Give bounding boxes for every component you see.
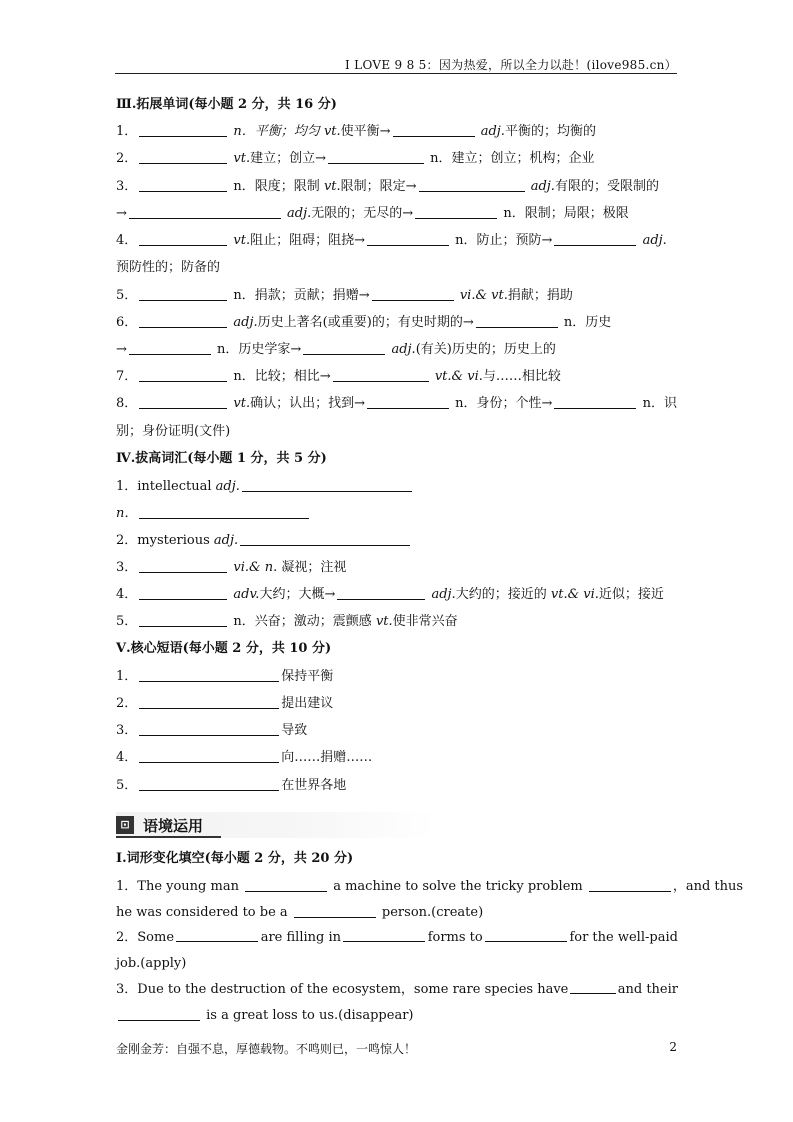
phrase-item: 1． 保持平衡 xyxy=(116,669,334,684)
answer-blank[interactable] xyxy=(245,879,327,892)
answer-blank[interactable] xyxy=(337,587,425,600)
answer-blank[interactable] xyxy=(139,723,279,736)
answer-blank[interactable] xyxy=(139,151,227,164)
answer-blank[interactable] xyxy=(485,929,567,942)
section-banner xyxy=(116,812,436,838)
exercise-item-1-cont: he was considered to be a person.(create) xyxy=(116,905,484,920)
item-3-2: 2． vt.建立；创立→ n．建立；创立；机构；企业 xyxy=(116,151,595,166)
item-4-5: 5． n．兴奋；激动；震颤感 vt.使非常兴奋 xyxy=(116,614,458,629)
answer-blank[interactable] xyxy=(139,233,227,246)
item-3-6: 6． adj.历史上著名(或重要)的；有史时期的→ n．历史 xyxy=(116,315,612,330)
item-4-4: 4． adv.大约；大概→ adj.大约的；接近的 vt.& vi.近似；接近 xyxy=(116,587,664,602)
item-3-4-cont: 预防性的；防备的 xyxy=(116,260,221,275)
item-4-2: 2．mysterious adj. xyxy=(116,532,412,550)
section-3-title: Ⅲ.拓展单词(每小题 2 分，共 16 分) xyxy=(116,97,337,112)
answer-blank[interactable] xyxy=(139,179,227,192)
answer-blank[interactable] xyxy=(554,396,636,409)
answer-blank[interactable] xyxy=(139,369,227,382)
answer-blank[interactable] xyxy=(176,929,258,942)
answer-blank[interactable] xyxy=(554,233,636,246)
answer-blank[interactable] xyxy=(118,1008,200,1021)
item-4-3: 3． vi.& n. 凝视；注视 xyxy=(116,560,347,575)
answer-blank[interactable] xyxy=(415,206,497,219)
answer-blank[interactable] xyxy=(419,179,525,192)
answer-blank[interactable] xyxy=(139,750,279,763)
answer-blank[interactable] xyxy=(139,778,279,791)
item-3-4: 4． vt.阻止；阻碍；阻挠→ n．防止；预防→ adj. xyxy=(116,233,667,248)
exercise-item-2-cont: job.(apply) xyxy=(116,956,187,971)
page-header: I LOVE 9 8 5：因为热爱，所以全力以赴！(ilove985.cn） xyxy=(345,58,677,72)
answer-blank[interactable] xyxy=(393,124,475,137)
answer-blank[interactable] xyxy=(139,560,227,573)
footer-motto: 金刚金芳：自强不息，厚德载物。不鸣则已，一鸣惊人！ xyxy=(116,1042,417,1056)
answer-blank[interactable] xyxy=(129,342,211,355)
answer-blank[interactable] xyxy=(303,342,385,355)
exercise-item-3-cont: is a great loss to us.(disappear) xyxy=(116,1007,413,1025)
item-3-5: 5． n．捐款；贡献；捐赠→ vi.& vt.捐献；捐助 xyxy=(116,288,573,303)
exercise-item-1: 1．The young man a machine to solve the tricky problem ，and thus xyxy=(116,879,744,894)
item-3-6-cont: → n．历史学家→ adj.(有关)历史的；历史上的 xyxy=(116,342,556,357)
page-number: 2 xyxy=(669,1040,677,1054)
answer-blank[interactable] xyxy=(139,124,227,137)
phrase-item: 5． 在世界各地 xyxy=(116,778,347,793)
phrase-item: 3． 导致 xyxy=(116,723,308,738)
answer-blank[interactable] xyxy=(242,479,412,492)
section-5-title: Ⅴ.核心短语(每小题 2 分，共 10 分) xyxy=(116,641,332,656)
answer-blank[interactable] xyxy=(129,206,281,219)
answer-blank[interactable] xyxy=(139,288,227,301)
phrase-item: 4． 向……捐赠…… xyxy=(116,750,373,765)
answer-blank[interactable] xyxy=(367,233,449,246)
answer-blank[interactable] xyxy=(570,981,615,994)
answer-blank[interactable] xyxy=(139,506,309,519)
exercise-item-3: 3．Due to the destruction of the ecosystem，some rare species have and their xyxy=(116,982,678,997)
phrase-item: 2． 提出建议 xyxy=(116,696,334,711)
item-4-1: 1．intellectual adj. xyxy=(116,478,414,496)
section-marker-icon: ⊡ xyxy=(116,816,134,834)
item-3-1: 1． n．平衡；均匀 vt.使平衡→ adj.平衡的；均衡的 xyxy=(116,124,596,139)
answer-blank[interactable] xyxy=(139,315,227,328)
item-3-8: 8． vt.确认；认出；找到→ n．身份；个性→ n．识 xyxy=(116,396,677,411)
answer-blank[interactable] xyxy=(372,288,454,301)
item-3-3: 3． n．限度；限制 vt.限制；限定→ adj.有限的；受限制的 xyxy=(116,179,659,194)
answer-blank[interactable] xyxy=(476,315,558,328)
item-4-1-noun: n． xyxy=(116,505,311,523)
banner-title: 语境运用 xyxy=(143,817,204,835)
item-3-7: 7． n．比较；相比→ vt.& vi.与……相比较 xyxy=(116,369,561,384)
banner-underline xyxy=(116,836,221,838)
answer-blank[interactable] xyxy=(328,151,424,164)
answer-blank[interactable] xyxy=(139,396,227,409)
exercise-1-title: Ⅰ.词形变化填空(每小题 2 分，共 20 分) xyxy=(116,851,354,866)
section-4-title: Ⅳ.拔高词汇(每小题 1 分，共 5 分) xyxy=(116,451,327,466)
answer-blank[interactable] xyxy=(139,614,227,627)
answer-blank[interactable] xyxy=(139,587,227,600)
exercise-item-2: 2．Some are filling in forms to for the well-paid xyxy=(116,930,678,945)
header-rule xyxy=(115,73,677,74)
answer-blank[interactable] xyxy=(240,533,410,546)
answer-blank[interactable] xyxy=(333,369,429,382)
answer-blank[interactable] xyxy=(589,879,671,892)
item-3-3-cont: → adj.无限的；无尽的→ n．限制；局限；极限 xyxy=(116,206,629,221)
answer-blank[interactable] xyxy=(367,396,449,409)
answer-blank[interactable] xyxy=(139,696,279,709)
answer-blank[interactable] xyxy=(343,929,425,942)
item-3-8-cont: 别；身份证明(文件) xyxy=(116,424,231,439)
answer-blank[interactable] xyxy=(294,905,376,918)
answer-blank[interactable] xyxy=(139,669,279,682)
